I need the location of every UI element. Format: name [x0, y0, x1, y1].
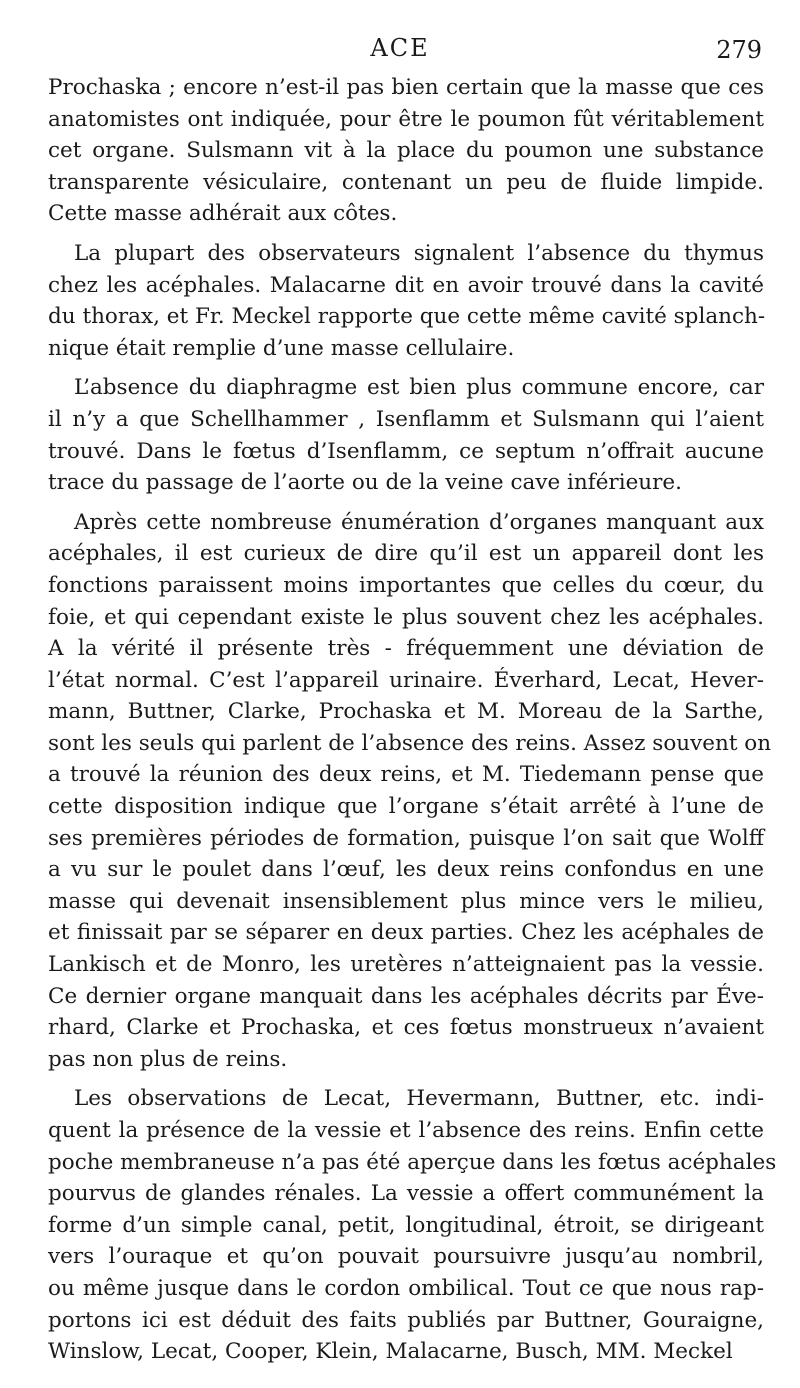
- text-line: A la vérité il présente très - fréquemment une déviation de: [48, 636, 764, 662]
- paragraph: [48, 372, 764, 498]
- text-line: masse qui devenait insensiblement plus mince vers le milieu,: [48, 888, 764, 914]
- text-line: Cette masse adhérait aux côtes.: [48, 201, 398, 227]
- text-line: poche membraneuse n’a pas été aperçue dans les fœtus acéphales: [48, 1149, 777, 1175]
- text-line: Ce dernier organe manquait dans les acéphales décrits par Éve-: [48, 983, 764, 1009]
- text-line: mann, Buttner, Clarke, Prochaska et M. Moreau de la Sarthe,: [48, 699, 764, 725]
- text-line: acéphales, il est curieux de dire qu’il est un appareil dont les: [48, 541, 764, 567]
- text-line: Winslow, Lecat, Cooper, Klein, Malacarne, Busch, MM. Meckel: [48, 1339, 733, 1365]
- text-line: cet organe. Sulsmann vit à la place du poumon une substance: [48, 138, 764, 164]
- page-number: 279: [716, 36, 762, 64]
- text-line: ou même jusque dans le cordon ombilical. Tout ce que nous rap-: [48, 1275, 764, 1301]
- text-line: a vu sur le poulet dans l’œuf, les deux reins confondus en une: [48, 857, 764, 883]
- text-line: L’absence du diaphragme est bien plus commune encore, car: [74, 375, 764, 401]
- text-line: Prochaska ; encore n’est-il pas bien certain que la masse que ces: [48, 75, 764, 100]
- text-line: ses premières périodes de formation, puisque l’on sait que Wolff: [48, 825, 764, 851]
- paragraph: [48, 1083, 777, 1367]
- text-line: Après cette nombreuse énumération d’organes manquant aux: [74, 509, 764, 535]
- text-line: trouvé. Dans le fœtus d’Isenflamm, ce septum n’offrait aucune: [48, 438, 764, 464]
- text-line: cette disposition indique que l’organe s’était arrêté à l’une de: [48, 794, 764, 820]
- text-line: du thorax, et Fr. Meckel rapporte que cette même cavité splanch-: [48, 304, 766, 330]
- text-line: pas non plus de reins.: [48, 1046, 288, 1072]
- text-line: Lankisch et de Monro, les uretères n’atteignaient pas la vessie.: [48, 952, 764, 978]
- paragraph: [48, 507, 772, 1076]
- text-line: La plupart des observateurs signalent l’absence du thymus: [74, 240, 764, 266]
- running-head: [0, 34, 800, 68]
- text-line: fonctions paraissent moins importantes que celles du cœur, du: [48, 572, 764, 598]
- text-line: et finissait par se séparer en deux parties. Chez les acéphales de: [48, 920, 764, 946]
- paragraph: [48, 238, 764, 364]
- text-line: il n’y a que Schellhammer , Isenflamm et Sulsmann qui l’aient: [48, 406, 764, 432]
- text-line: transparente vésiculaire, contenant un peu de fluide limpide.: [48, 169, 764, 195]
- text-line: portons ici est déduit des faits publiés par Buttner, Gouraigne,: [48, 1307, 764, 1333]
- text-line: foie, et qui cependant existe le plus souvent chez les acéphales.: [48, 604, 764, 630]
- text-line: nique était remplie d’une masse cellulaire.: [48, 335, 515, 361]
- text-line: a trouvé la réunion des deux reins, et M. Tiedemann pense que: [48, 762, 764, 788]
- text-line: trace du passage de l’aorte ou de la veine cave inférieure.: [48, 470, 682, 496]
- text-line: rhard, Clarke et Prochaska, et ces fœtus monstrueux n’avaient: [48, 1015, 764, 1041]
- text-line: Les observations de Lecat, Hevermann, Buttner, etc. indi-: [74, 1086, 764, 1112]
- text-line: anatomistes ont indiquée, pour être le poumon fût véritablement: [48, 106, 764, 132]
- text-line: sont les seuls qui parlent de l’absence des reins. Assez souvent on: [48, 730, 772, 756]
- text-line: quent la présence de la vessie et l’absence des reins. Enfin cette: [48, 1118, 764, 1143]
- text-line: forme d’un simple canal, petit, longitudinal, étroit, se dirigeant: [48, 1212, 764, 1238]
- text-line: vers l’ouraque et qu’on pouvait poursuivre jusqu’au nombril,: [48, 1244, 764, 1270]
- body-text: [48, 72, 777, 1376]
- text-line: l’état normal. C’est l’appareil urinaire. Éverhard, Lecat, Hever-: [48, 667, 764, 693]
- text-line: pourvus de glandes rénales. La vessie a offert communément la: [48, 1181, 764, 1207]
- text-line: chez les acéphales. Malacarne dit en avoir trouvé dans la cavité: [48, 272, 764, 298]
- paragraph: [48, 72, 764, 230]
- running-title: ACE: [370, 34, 430, 62]
